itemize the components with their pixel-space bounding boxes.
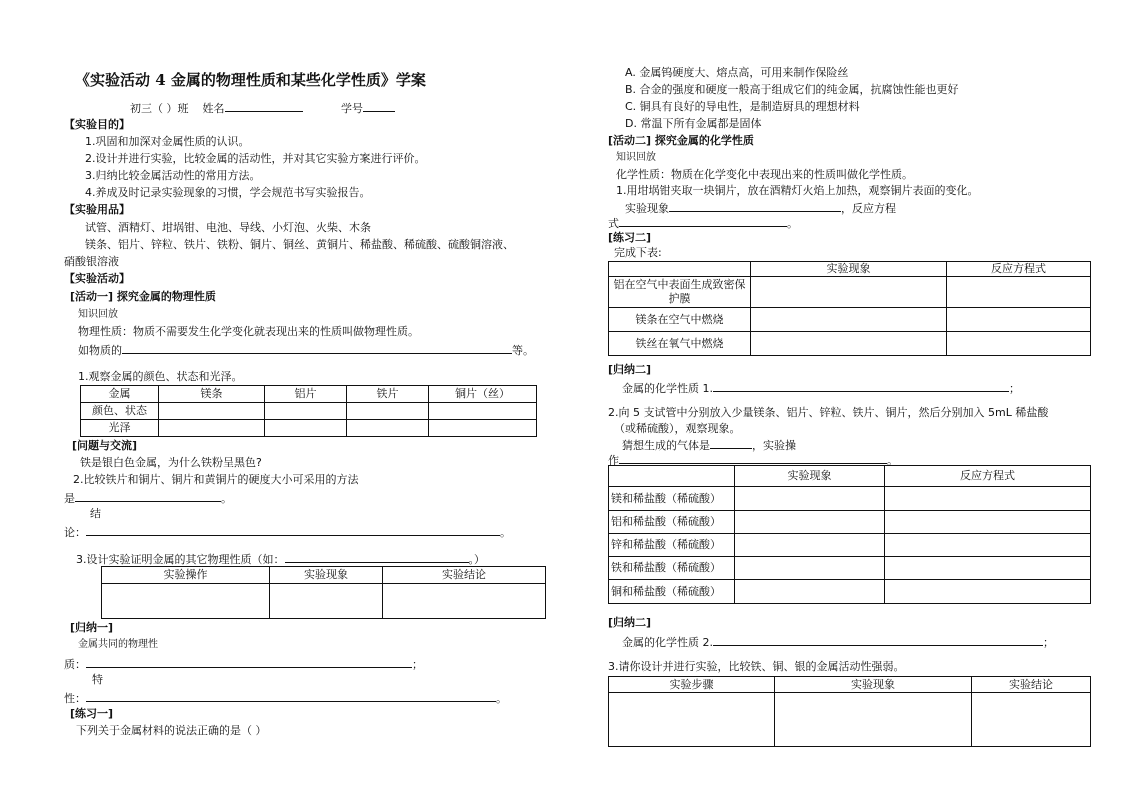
goals-heading: 【实验目的】 [64, 118, 130, 131]
exercise2-heading: [练习二] [608, 231, 652, 244]
option-d: D. 常温下所有金属都是固体 [625, 117, 762, 130]
table-row [609, 308, 1091, 332]
name-label: 姓名 [202, 102, 225, 115]
period-text: 。 [500, 526, 511, 539]
table-cell[interactable] [347, 403, 429, 420]
table-row [609, 487, 1091, 511]
table-cell[interactable] [735, 557, 885, 580]
fill-table-instruction: 完成下表: [614, 246, 662, 259]
name-blank[interactable] [225, 100, 303, 112]
row-label: 镁条在空气中燃烧 [609, 308, 751, 332]
physical-property-definition: 物理性质：物质不需要发生化学变化就表现出来的性质叫做物理性质。 [78, 325, 419, 338]
table-cell[interactable] [735, 534, 885, 557]
property-blank[interactable] [285, 551, 469, 563]
compare-answer-line [64, 490, 232, 507]
page-title: 《实验活动 4 金属的物理性质和某些化学性质》学案 [75, 71, 426, 89]
table-header: 金属 [81, 386, 159, 403]
table-cell[interactable] [751, 277, 947, 308]
summary3-heading: [归纳二] [608, 616, 652, 629]
special-label-2: 性： [64, 692, 86, 705]
operation-label-2: 作 [608, 454, 619, 467]
discussion-question: 铁是银白色金属，为什么铁粉呈黑色? [80, 456, 262, 469]
acid-reaction-table [608, 465, 1091, 604]
table-row [609, 557, 1091, 580]
table-header: 实验结论 [972, 677, 1091, 693]
table-cell[interactable] [383, 584, 546, 619]
compare-instruction: 2.比较铁片和铜片、铜片和黄铜片的硬度大小可采用的方法 [73, 473, 359, 486]
table-header: 铁片 [347, 386, 429, 403]
table-row [81, 403, 537, 420]
examples-blank[interactable] [122, 342, 512, 354]
table-row [609, 580, 1091, 604]
table-cell[interactable] [885, 511, 1091, 534]
goal-item: 1.巩固和加深对金属性质的认识。 [85, 135, 250, 148]
number-blank[interactable] [363, 100, 395, 112]
period-text: 。 [887, 454, 898, 467]
reaction-table [608, 261, 1091, 356]
goal-item: 3.归纳比较金属活动性的常用方法。 [85, 169, 261, 182]
table-cell[interactable] [735, 487, 885, 511]
table-header: 实验现象 [735, 466, 885, 487]
metal-observation-table [80, 385, 537, 437]
conclusion-label-1: 结 [90, 507, 101, 520]
table-row [609, 277, 1091, 308]
supplies-heading: 【实验用品】 [64, 203, 130, 216]
class-label: 初三（ ）班 [130, 102, 189, 115]
table-cell[interactable] [885, 534, 1091, 557]
common-property-line [64, 656, 423, 673]
activity2-heading: [活动二] 探究金属的化学性质 [608, 134, 754, 147]
special-property-blank[interactable] [86, 690, 496, 702]
table-cell[interactable] [885, 580, 1091, 604]
activity-comparison-table [608, 676, 1091, 747]
review-label: 知识回放 [78, 309, 118, 320]
formula-blank[interactable] [619, 215, 787, 227]
physical-property-experiment-table [101, 566, 546, 619]
table-cell[interactable] [885, 557, 1091, 580]
such-as-text: 如物质的 [78, 344, 122, 357]
row-label: 锌和稀盐酸（稀硫酸） [609, 534, 735, 557]
gas-blank[interactable] [710, 437, 752, 449]
step2-instruction: 2.向 5 支试管中分别放入少量镁条、铝片、锌粒、铁片、铜片，然后分别加入 5mL 稀盐酸 [608, 406, 1049, 419]
table-row [609, 511, 1091, 534]
operation-blank[interactable] [619, 452, 887, 464]
summary1-text: 金属共同的物理性 [78, 639, 158, 650]
property-label: 质： [64, 658, 86, 671]
table-cell[interactable] [265, 420, 347, 437]
option-b: B. 合金的强度和硬度一般高于组成它们的纯金属，抗腐蚀性能也更好 [625, 83, 959, 96]
option-c: C. 铜具有良好的导电性，是制造厨具的理想材料 [625, 100, 860, 113]
table-cell[interactable] [429, 420, 537, 437]
table-header: 实验操作 [102, 567, 270, 584]
step2-instruction-cont: （或稀硫酸），观察现象。 [614, 422, 741, 435]
conclusion-blank[interactable] [86, 524, 500, 536]
observe-instruction: 1.观察金属的颜色、状态和光泽。 [78, 370, 243, 383]
table-cell[interactable] [270, 584, 383, 619]
option-a: A. 金属钨硬度大、熔点高，可用来制作保险丝 [625, 66, 849, 79]
phenomenon-blank[interactable] [669, 200, 841, 212]
phenomenon-label: 实验现象 [625, 202, 669, 215]
design-end: 。） [468, 553, 485, 566]
method-blank[interactable] [75, 490, 221, 502]
review-label: 知识回放 [616, 152, 656, 163]
semicolon: ； [1009, 382, 1020, 395]
operation-label: ，实验操 [752, 439, 796, 452]
chem-prop2-line [622, 634, 1054, 651]
table-cell[interactable] [885, 487, 1091, 511]
table-header: 实验现象 [751, 262, 947, 277]
table-header [609, 466, 735, 487]
table-header: 反应方程式 [885, 466, 1091, 487]
table-row [609, 332, 1091, 356]
design-instruction: 3.设计实验证明金属的其它物理性质（如： [76, 553, 285, 566]
step3-instruction: 3.请你设计并进行实验，比较铁、铜、银的金属活动性强弱。 [608, 660, 905, 673]
formula-label: 式 [608, 217, 619, 230]
table-cell[interactable] [947, 277, 1091, 308]
table-header: 铝片 [265, 386, 347, 403]
supplies-line: 硝酸银溶液 [64, 255, 119, 268]
etc-text: 等。 [512, 344, 534, 357]
table-header: 实验步骤 [609, 677, 775, 693]
table-cell[interactable] [159, 420, 265, 437]
discussion-heading: [问题与交流] [72, 439, 138, 452]
table-header [609, 262, 751, 277]
table-cell[interactable] [735, 580, 885, 604]
table-cell[interactable] [947, 332, 1091, 356]
special-property-line [64, 690, 507, 707]
row-label: 铝在空气中表面生成致密保护膜 [609, 277, 751, 308]
table-row [102, 584, 546, 619]
row-label: 铁丝在氧气中燃烧 [609, 332, 751, 356]
chem-prop2-blank[interactable] [713, 634, 1043, 646]
supplies-line: 试管、酒精灯、坩埚钳、电池、导线、小灯泡、火柴、木条 [85, 221, 371, 234]
row-label: 颜色、状态 [81, 403, 159, 420]
supplies-line: 镁条、铝片、锌粒、铁片、铁粉、铜片、铜丝、黄铜片、稀盐酸、稀硫酸、硫酸铜溶液、 [85, 238, 514, 251]
special-label-1: 特 [92, 673, 103, 686]
table-cell[interactable] [347, 420, 429, 437]
goal-item: 4.养成及时记录实验现象的习惯，学会规范书写实验报告。 [85, 186, 371, 199]
table-cell[interactable] [102, 584, 270, 619]
table-row [609, 693, 1091, 747]
table-cell[interactable] [947, 308, 1091, 332]
table-cell[interactable] [609, 693, 775, 747]
goal-item: 2.设计并进行实验，比较金属的活动性，并对其它实验方案进行评价。 [85, 152, 426, 165]
row-label: 铁和稀盐酸（稀硫酸） [609, 557, 735, 580]
exercise1-heading: [练习一] [70, 707, 114, 720]
conclusion-line [64, 524, 511, 541]
period-text: 。 [787, 217, 798, 230]
formula-line [608, 215, 798, 232]
chemical-property-definition: 化学性质：物质在化学变化中表现出来的性质叫做化学性质。 [616, 168, 913, 181]
table-cell[interactable] [972, 693, 1091, 747]
activity1-heading: [活动一] 探究金属的物理性质 [70, 290, 216, 303]
row-label: 铜和稀盐酸（稀硫酸） [609, 580, 735, 604]
table-cell[interactable] [735, 511, 885, 534]
table-cell[interactable] [775, 693, 972, 747]
chem-prop1-label: 金属的化学性质 1. [622, 382, 713, 395]
table-cell[interactable] [751, 332, 947, 356]
table-cell[interactable] [265, 403, 347, 420]
is-text: 是 [64, 492, 75, 505]
table-header: 实验结论 [383, 567, 546, 584]
row-label: 镁和稀盐酸（稀硫酸） [609, 487, 735, 511]
table-header: 镁条 [159, 386, 265, 403]
chem-prop2-label: 金属的化学性质 2. [622, 636, 713, 649]
chem-prop1-blank[interactable] [713, 380, 1009, 392]
such-as-line [78, 342, 534, 359]
table-row [609, 534, 1091, 557]
student-info-line [130, 100, 395, 117]
table-header: 铜片（丝） [429, 386, 537, 403]
activities-heading: 【实验活动】 [64, 272, 130, 285]
row-label: 光泽 [81, 420, 159, 437]
equation-label: ，反应方程 [841, 202, 896, 215]
conclusion-label-2: 论： [64, 526, 86, 539]
exercise1-question: 下列关于金属材料的说法正确的是（ ） [76, 724, 267, 737]
table-cell[interactable] [159, 403, 265, 420]
table-cell[interactable] [751, 308, 947, 332]
number-label: 学号 [340, 102, 363, 115]
table-header: 反应方程式 [947, 262, 1091, 277]
semicolon: ； [1043, 636, 1054, 649]
period-text: 。 [496, 692, 507, 705]
table-header: 实验现象 [775, 677, 972, 693]
table-cell[interactable] [429, 403, 537, 420]
summary2-heading: [归纳二] [608, 363, 652, 376]
common-property-blank[interactable] [86, 656, 412, 668]
row-label: 铝和稀盐酸（稀硫酸） [609, 511, 735, 534]
guess-label: 猜想生成的气体是 [622, 439, 710, 452]
table-header: 实验现象 [270, 567, 383, 584]
semicolon: ； [412, 658, 423, 671]
step1-instruction: 1.用坩埚钳夹取一块铜片，放在酒精灯火焰上加热，观察铜片表面的变化。 [616, 184, 979, 197]
summary1-heading: [归纳一] [70, 621, 114, 634]
chem-prop1-line [622, 380, 1020, 397]
period-text: 。 [221, 492, 232, 505]
table-row [81, 420, 537, 437]
